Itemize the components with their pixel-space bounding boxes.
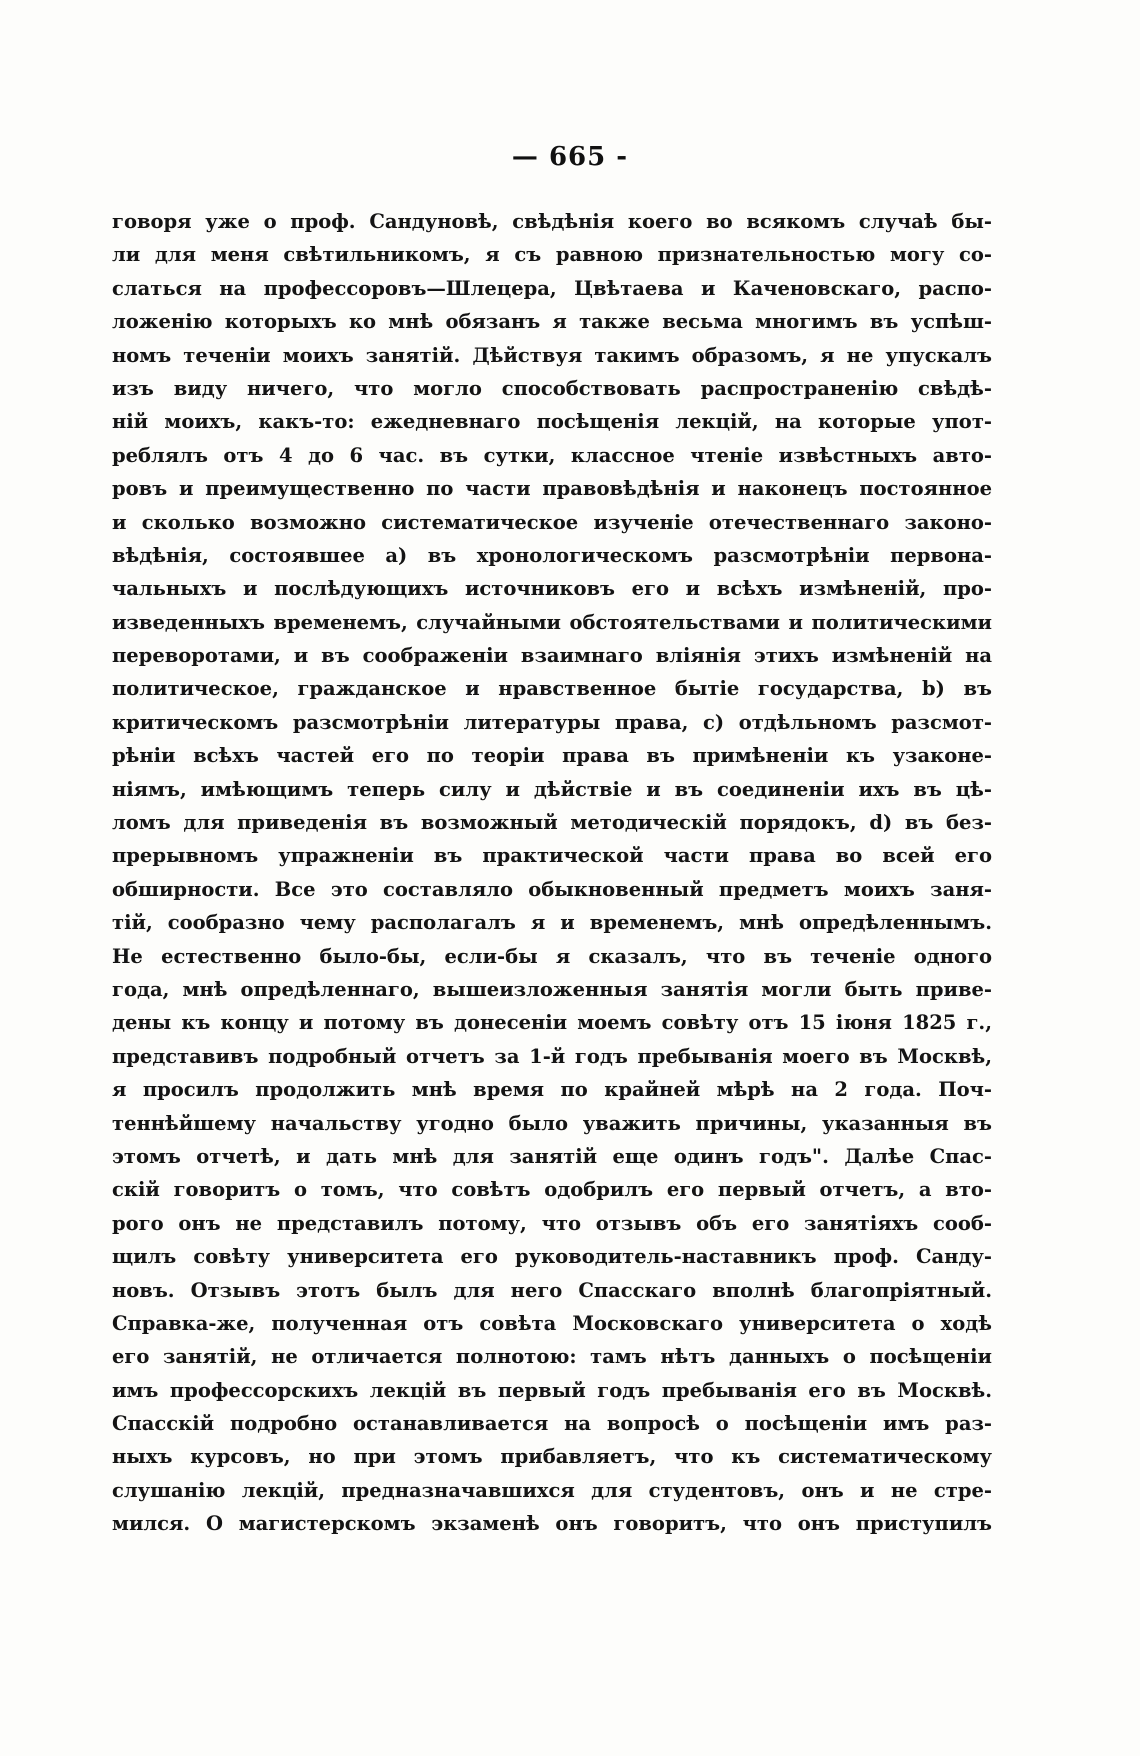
text-line: я просилъ продолжить мнѣ время по крайней мѣрѣ на 2 года. Поч-	[112, 1078, 992, 1102]
text-line: рого онъ не представилъ потому, что отзывъ объ его занятіяхъ сооб-	[112, 1211, 992, 1235]
text-line: имъ профессорскихъ лекцій въ первый годъ пребыванія его въ Москвѣ.	[112, 1378, 992, 1402]
text-line: номъ теченіи моихъ занятій. Дѣйствуя такимъ образомъ, я не упускалъ	[112, 343, 992, 367]
text-line: щилъ совѣту университета его руководитель-наставникъ проф. Санду-	[112, 1245, 992, 1269]
text-line: ломъ для приведенія въ возможный методическій порядокъ, d) въ без-	[112, 811, 992, 835]
text-line: политическое, гражданское и нравственное бытіе государства, b) въ	[112, 677, 992, 701]
text-line: ніямъ, имѣющимъ теперь силу и дѣйствіе и въ соединеніи ихъ въ цѣ-	[112, 777, 992, 801]
text-line: года, мнѣ опредѣленнаго, вышеизложенныя занятія могли быть приве-	[112, 977, 992, 1001]
text-line: Не естественно было-бы, если-бы я сказалъ, что въ теченіе одного	[112, 944, 992, 968]
text-line: новъ. Отзывъ этотъ былъ для него Спасскаго вполнѣ благопріятный.	[112, 1278, 992, 1302]
text-line: скій говоритъ о томъ, что совѣтъ одобрилъ его первый отчетъ, а вто-	[112, 1178, 992, 1202]
text-line: слушанію лекцій, предназначавшихся для студентовъ, онъ и не стре-	[112, 1478, 992, 1502]
text-line: дены къ концу и потому въ донесеніи моемъ совѣту отъ 15 іюня 1825 г.,	[112, 1011, 992, 1035]
text-line: говоря уже о проф. Сандуновѣ, свѣдѣнія коего во всякомъ случаѣ бы-	[112, 210, 992, 233]
text-line: ныхъ курсовъ, но при этомъ прибавляетъ, что къ систематическому	[112, 1445, 992, 1469]
text-line: теннѣйшему начальству угодно было уважить причины, указанныя въ	[112, 1111, 992, 1135]
text-line: тій, сообразно чему располагалъ я и временемъ, мнѣ опредѣленнымъ.	[112, 911, 992, 935]
text-line: Спасскій подробно останавливается на вопросѣ о посѣщеніи имъ раз-	[112, 1412, 992, 1436]
text-line: этомъ отчетѣ, и дать мнѣ для занятій еще одинъ годъ". Далѣе Спас-	[112, 1144, 992, 1168]
text-line: ложенію которыхъ ко мнѣ обязанъ я также весьма многимъ въ успѣш-	[112, 310, 992, 334]
text-line: ній моихъ, какъ-то: ежедневнаго посѣщенія лекцій, на которые упот-	[112, 410, 992, 434]
text-line: Справка-же, полученная отъ совѣта Московскаго университета о ходѣ	[112, 1311, 992, 1335]
text-line: мился. О магистерскомъ экзаменѣ онъ говоритъ, что онъ приступилъ	[112, 1512, 992, 1536]
text-line: рѣніи всѣхъ частей его по теоріи права въ примѣненіи къ узаконе-	[112, 744, 992, 768]
text-line: изъ виду ничего, что могло способствовать распространенію свѣдѣ-	[112, 376, 992, 400]
body-text	[112, 205, 992, 1541]
text-line: его занятій, не отличается полнотою: тамъ нѣтъ данныхъ о посѣщеніи	[112, 1345, 992, 1369]
text-line: прерывномъ упражненіи въ практической части права во всей его	[112, 844, 992, 868]
text-line: критическомъ разсмотрѣніи литературы права, с) отдѣльномъ разсмот-	[112, 710, 992, 734]
text-line: слаться на профессоровъ—Шлецера, Цвѣтаева и Каченовскаго, распо-	[112, 276, 992, 300]
text-line: ли для меня свѣтильникомъ, я съ равною признательностью могу со-	[112, 243, 992, 267]
text-line: ровъ и преимущественно по части правовѣдѣнія и наконецъ постоянное	[112, 477, 992, 501]
page-number: — 665 -	[511, 142, 629, 172]
text-line: переворотами, и въ соображеніи взаимнаго вліянія этихъ измѣненій на	[112, 644, 992, 668]
text-line: чальныхъ и послѣдующихъ источниковъ его и всѣхъ измѣненій, про-	[112, 577, 992, 601]
text-line: представивъ подробный отчетъ за 1-й годъ пребыванія моего въ Москвѣ,	[112, 1044, 992, 1068]
text-line: и сколько возможно систематическое изученіе отечественнаго законо-	[112, 510, 992, 534]
text-line: изведенныхъ временемъ, случайными обстоятельствами и политическими	[112, 610, 992, 634]
text-line: обширности. Все это составляло обыкновенный предметъ моихъ заня-	[112, 877, 992, 901]
text-line: реблялъ отъ 4 до 6 час. въ сутки, классное чтеніе извѣстныхъ авто-	[112, 443, 992, 467]
text-line: вѣдѣнія, состоявшее а) въ хронологическомъ разсмотрѣніи первона-	[112, 543, 992, 567]
